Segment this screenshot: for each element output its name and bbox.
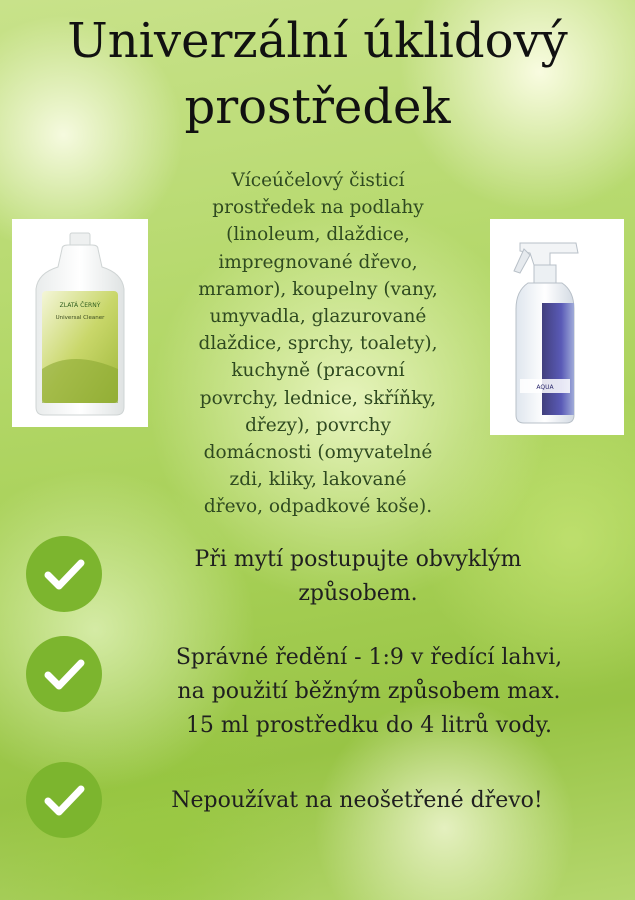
description-line: dlaždice, sprchy, toalety), bbox=[198, 333, 438, 355]
check-icon bbox=[26, 536, 102, 612]
description-line: dřevo, odpadkové koše). bbox=[203, 496, 433, 518]
description-line: povrchy, lednice, skříňky, bbox=[199, 387, 437, 409]
page-title bbox=[0, 8, 635, 140]
bottle-brand-label: ZLATÁ ČERNÝ bbox=[59, 302, 101, 309]
tip-line: Nepoužívat na neošetřené dřevo! bbox=[171, 788, 543, 813]
description-line: kuchyně (pracovní bbox=[231, 360, 405, 382]
bottle-illustration bbox=[12, 219, 148, 427]
spray-name-label: AQUA bbox=[536, 384, 554, 391]
tip-line: způsobem. bbox=[298, 581, 418, 606]
title-line-2: prostředek bbox=[184, 79, 451, 135]
description-line: umyvadla, glazurované bbox=[209, 306, 427, 328]
tip-usage bbox=[112, 543, 604, 611]
tip-line: 15 ml prostředku do 4 litrů vody. bbox=[185, 713, 553, 738]
description-line: prostředek na podlahy bbox=[212, 197, 424, 219]
check-icon bbox=[26, 762, 102, 838]
product-image-spray bbox=[490, 219, 624, 435]
description-line: Víceúčelový čisticí bbox=[231, 170, 405, 191]
spray-bottle-illustration bbox=[490, 219, 624, 435]
title-line-1: Univerzální úklidový bbox=[67, 13, 568, 69]
tip-dilution bbox=[106, 641, 632, 743]
tip-line: Při mytí postupujte obvyklým bbox=[194, 547, 522, 572]
product-image-bottle bbox=[12, 219, 148, 427]
description-line: dřezy), povrchy bbox=[245, 414, 391, 436]
bottle-name-label: Universal Cleaner bbox=[55, 315, 105, 321]
description-line: zdi, kliky, lakované bbox=[229, 469, 407, 491]
tip-line: Správné ředění - 1:9 v ředící lahvi, bbox=[175, 645, 563, 670]
description-line: impregnované dřevo, bbox=[218, 251, 418, 273]
description-line: (linoleum, dlaždice, bbox=[226, 224, 410, 246]
tip-line: na použití běžným způsobem max. bbox=[177, 679, 561, 704]
description-line: mramor), koupelny (vany, bbox=[198, 278, 438, 300]
tip-warning bbox=[104, 784, 610, 818]
check-icon bbox=[26, 636, 102, 712]
description-line: domácnosti (omyvatelné bbox=[203, 442, 433, 464]
product-description bbox=[160, 167, 476, 521]
